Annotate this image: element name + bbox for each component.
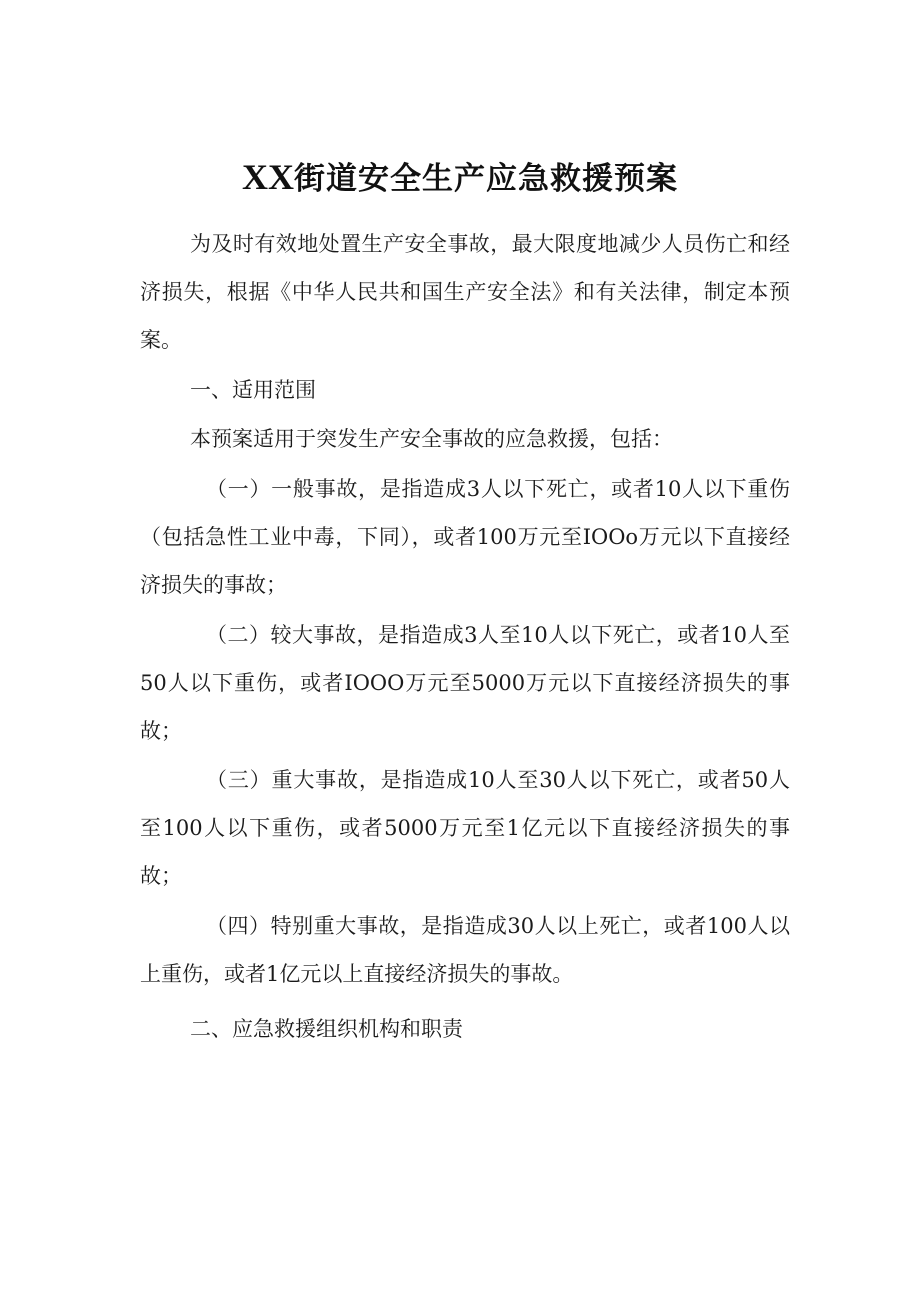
list-item-general-accident: （一）一般事故，是指造成3人以下死亡，或者10人以下重伤（包括急性工业中毒，下同），或者100万元至IOOo万元以下直接经济损失的事故；: [140, 477, 790, 597]
section-heading-organization: 二、应急救援组织机构和职责: [190, 1017, 463, 1041]
list-item-serious-accident: （三）重大事故，是指造成10人至30人以下死亡，或者50人至100人以下重伤，或者5000万元至1亿元以下直接经济损失的事故；: [140, 768, 790, 888]
title-main: 街道安全生产应急救援预案: [294, 160, 678, 197]
list-item-major-accident: （二）较大事故，是指造成3人至10人以下死亡，或者10人至50人以下重伤，或者IOOO万元至5000万元以下直接经济损失的事故；: [140, 623, 790, 743]
intro-paragraph: 为及时有效地处置生产安全事故，最大限度地减少人员伤亡和经济损失，根据《中华人民共和国生产安全法》和有关法律，制定本预案。: [140, 232, 790, 352]
title-prefix: XX: [242, 156, 294, 197]
scope-lead-paragraph: 本预案适用于突发生产安全事故的应急救援，包括：: [190, 427, 673, 451]
section-heading-scope: 一、适用范围: [190, 378, 316, 402]
list-item-especially-serious-accident: （四）特别重大事故，是指造成30人以上死亡，或者100人以上重伤，或者1亿元以上直接经济损失的事故。: [140, 914, 790, 986]
document-title: [0, 155, 920, 201]
